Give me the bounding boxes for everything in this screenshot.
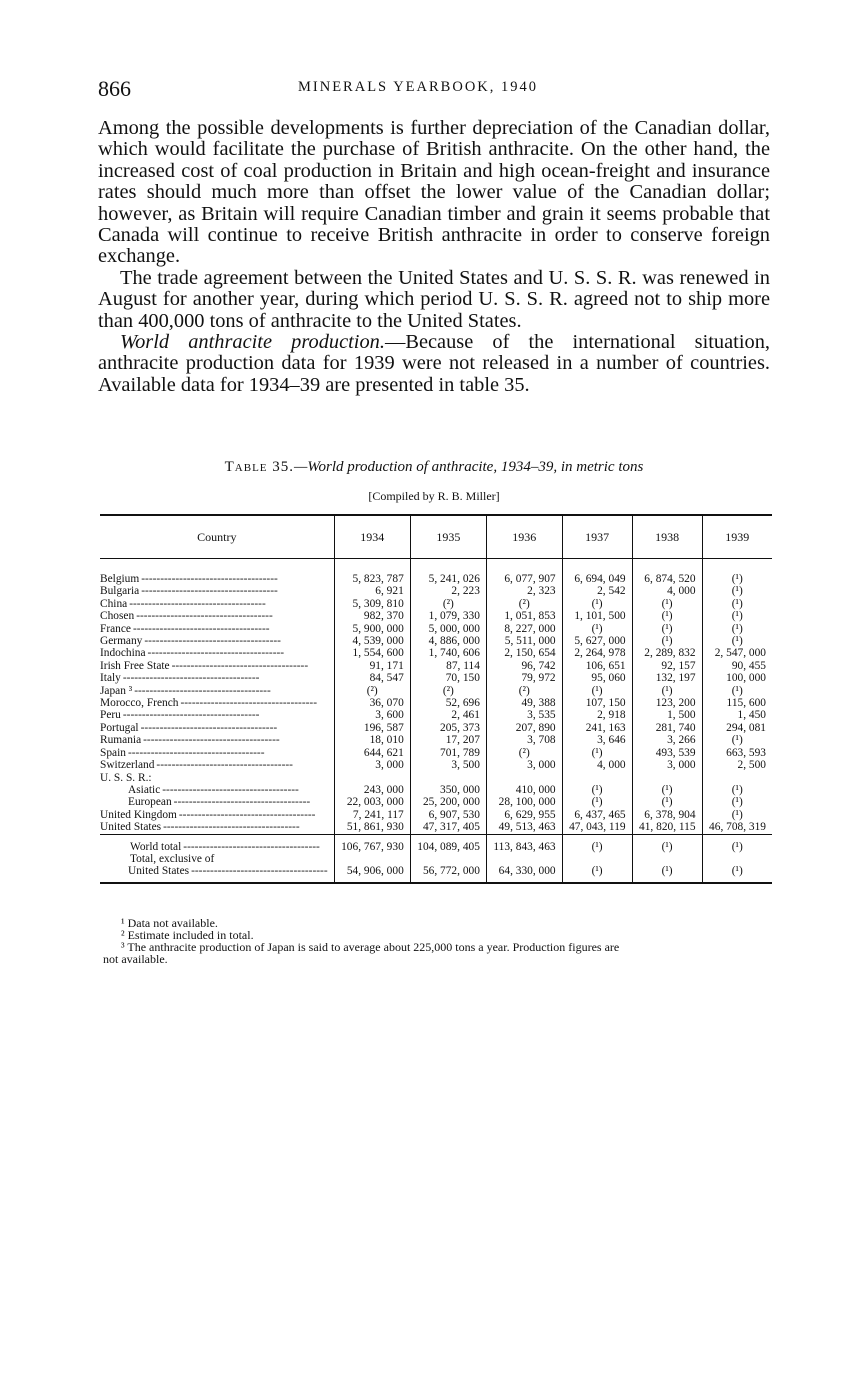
value-cell: 3, 646 [562,734,632,746]
footnotes [103,917,773,965]
value-cell: 95, 060 [562,672,632,684]
value-cell: 3, 000 [486,759,562,771]
value-cell: 4, 000 [562,759,632,771]
country-cell [100,672,334,684]
country-cell [100,709,334,721]
dot-leader: ------------------------------------ [191,865,328,878]
value-cell: 243, 000 [334,784,410,796]
value-cell: 18, 010 [334,734,410,746]
value-cell: 41, 820, 115 [632,821,702,834]
dot-leader: ------------------------------------ [122,672,260,685]
country-label: Asiatic [128,783,161,796]
value-cell [486,853,562,865]
dot-leader: ------------------------------------ [140,721,278,734]
value-cell: 663, 593 [702,747,772,759]
value-cell: 3, 535 [486,709,562,721]
value-cell: (¹) [562,784,632,796]
country-cell [100,623,334,635]
value-cell: 5, 823, 787 [334,573,410,585]
table-row [100,585,772,597]
value-cell: 123, 200 [632,697,702,709]
dot-leader: ------------------------------------ [143,734,280,747]
country-label: Total, exclusive of [130,852,215,865]
table-row [100,697,772,709]
value-cell: 6, 378, 904 [632,809,702,821]
country-cell [100,573,334,585]
table-row [100,660,772,672]
value-cell: 350, 000 [410,784,486,796]
value-cell: (¹) [632,610,702,622]
value-cell: 982, 370 [334,610,410,622]
table-row [100,747,772,759]
value-cell [562,772,632,784]
value-cell: 51, 861, 930 [334,821,410,834]
table-title: —World production of anthracite, 1934–39, in metric tons [294,459,644,475]
value-cell [334,772,410,784]
value-cell: 3, 266 [632,734,702,746]
footnote-1: ¹ Data not available. [121,916,218,930]
value-cell: 4, 886, 000 [410,635,486,647]
country-cell [100,772,334,784]
col-header-1934: 1934 [334,515,410,559]
value-cell: 196, 587 [334,722,410,734]
dot-leader: ------------------------------------ [122,709,260,722]
table-row [100,672,772,684]
value-cell: 70, 150 [410,672,486,684]
value-cell: 132, 197 [632,672,702,684]
value-cell: 28, 100, 000 [486,796,562,808]
value-cell [632,772,702,784]
footnote-3-cont: not available. [103,952,168,966]
value-cell: 47, 043, 119 [562,821,632,834]
dot-leader: ------------------------------------ [178,808,316,821]
value-cell: 644, 621 [334,747,410,759]
table-caption [98,459,770,476]
country-label: Germany [100,635,143,648]
value-cell: 5, 241, 026 [410,573,486,585]
country-cell [100,610,334,622]
country-cell [100,796,334,808]
table-row [100,734,772,746]
table-label: Table 35. [224,459,295,475]
value-cell: 25, 200, 000 [410,796,486,808]
country-cell [100,697,334,709]
dot-leader: ------------------------------------ [162,783,299,796]
dot-leader: ------------------------------------ [134,684,271,697]
value-cell: (¹) [562,796,632,808]
value-cell [702,772,772,784]
value-cell: 1, 500 [632,709,702,721]
value-cell: 49, 388 [486,697,562,709]
value-cell: 6, 077, 907 [486,573,562,585]
country-cell [100,821,334,834]
value-cell: 2, 461 [410,709,486,721]
country-cell [100,585,334,597]
value-cell: 1, 079, 330 [410,610,486,622]
country-label: Italy [100,672,121,685]
value-cell: 3, 500 [410,759,486,771]
country-cell [100,747,334,759]
value-cell: 79, 972 [486,672,562,684]
value-cell: 241, 163 [562,722,632,734]
country-label: Chosen [100,610,135,623]
value-cell: 4, 000 [632,585,702,597]
value-cell: 96, 742 [486,660,562,672]
table-compiled-by: [Compiled by R. B. Miller] [368,489,500,503]
value-cell: 100, 000 [702,672,772,684]
paragraph-1: Among the possible developments is further depreciation of the Canadian dollar, which would facilitate the purchase of British anthracite. On the other hand, the increased cost of coal production in Britain and high ocean-freight and insurance rates should much more than offset the lower value of the Canadian dollar; however, as Britain will require Canadian timber and grain it seems probable that Canada will continue to receive British anthracite in order to conserve foreign exchange. [98,117,770,268]
country-cell [100,809,334,821]
value-cell: 17, 207 [410,734,486,746]
country-label: United States [100,821,162,834]
value-cell: (¹) [702,610,772,622]
value-cell: 54, 906, 000 [334,865,410,882]
value-cell: (²) [486,598,562,610]
value-cell: (¹) [562,834,632,853]
excl-us-row [100,865,772,882]
dot-leader: ------------------------------------ [141,585,278,598]
value-cell: (¹) [702,865,772,882]
value-cell: 294, 081 [702,722,772,734]
value-cell: 5, 627, 000 [562,635,632,647]
production-table [100,514,772,884]
dot-leader: ------------------------------------ [133,622,270,635]
value-cell [562,853,632,865]
value-cell: (²) [410,598,486,610]
ussr-label-row [100,772,772,784]
dot-leader: ------------------------------------ [163,821,300,834]
value-cell: (¹) [702,573,772,585]
table-row [100,610,772,622]
value-cell: (¹) [702,598,772,610]
page-header [98,76,768,106]
value-cell: 5, 309, 810 [334,598,410,610]
table-row [100,573,772,585]
table-row [100,685,772,697]
table-row [100,784,772,796]
table-row [100,722,772,734]
value-cell: 22, 003, 000 [334,796,410,808]
value-cell: 1, 450 [702,709,772,721]
world-total-row [100,834,772,853]
dot-leader: ------------------------------------ [127,746,265,759]
value-cell [410,853,486,865]
value-cell: 2, 223 [410,585,486,597]
value-cell: (¹) [632,784,702,796]
footnote-2: ² Estimate included in total. [121,928,254,942]
country-label: Spain [100,746,126,759]
paragraph-2: The trade agreement between the United States and U. S. S. R. was renewed in August for another year, during which period U. S. S. R. agreed not to ship more than 400,000 tons of anthracite to the United States. [98,266,770,332]
running-title: MINERALS YEARBOOK, 1940 [298,79,539,95]
value-cell: 6, 629, 955 [486,809,562,821]
value-cell: 6, 437, 465 [562,809,632,821]
table-row [100,709,772,721]
value-cell: 115, 600 [702,697,772,709]
value-cell: (²) [410,685,486,697]
value-cell: (¹) [632,623,702,635]
value-cell: 106, 767, 930 [334,834,410,853]
value-cell: 2, 500 [702,759,772,771]
value-cell: 5, 900, 000 [334,623,410,635]
value-cell: 4, 539, 000 [334,635,410,647]
value-cell: 2, 547, 000 [702,647,772,659]
country-label: China [100,597,128,610]
value-cell: 493, 539 [632,747,702,759]
value-cell [410,772,486,784]
country-cell [100,647,334,659]
value-cell: (¹) [702,635,772,647]
table-row [100,623,772,635]
col-header-1937: 1937 [562,515,632,559]
dot-leader: ------------------------------------ [136,610,273,623]
value-cell [702,853,772,865]
value-cell: 106, 651 [562,660,632,672]
value-cell: 701, 789 [410,747,486,759]
value-cell: 7, 241, 117 [334,809,410,821]
country-cell [100,834,334,853]
country-cell [100,734,334,746]
country-cell [100,635,334,647]
value-cell: (¹) [632,635,702,647]
value-cell: 52, 696 [410,697,486,709]
value-cell: 3, 000 [632,759,702,771]
value-cell: 56, 772, 000 [410,865,486,882]
value-cell: 1, 554, 600 [334,647,410,659]
table-row [100,598,772,610]
country-label: Bulgaria [100,585,140,598]
value-cell: (¹) [562,747,632,759]
value-cell: 64, 330, 000 [486,865,562,882]
value-cell: 46, 708, 319 [702,821,772,834]
value-cell: 91, 171 [334,660,410,672]
value-cell: 2, 150, 654 [486,647,562,659]
country-cell [100,722,334,734]
dot-leader: ------------------------------------ [144,635,281,648]
country-label: Morocco, French [100,697,179,710]
country-label: European [128,796,172,809]
value-cell: 104, 089, 405 [410,834,486,853]
value-cell: 3, 600 [334,709,410,721]
value-cell: (¹) [562,598,632,610]
value-cell: (¹) [562,865,632,882]
value-cell: 36, 070 [334,697,410,709]
dot-leader: ------------------------------------ [156,759,293,772]
table-row [100,796,772,808]
value-cell: (²) [486,685,562,697]
value-cell: 47, 317, 405 [410,821,486,834]
table-row [100,635,772,647]
value-cell: (¹) [632,598,702,610]
value-cell: 3, 708 [486,734,562,746]
col-header-country: Country [100,515,334,559]
country-label: Portugal [100,721,139,734]
value-cell: 207, 890 [486,722,562,734]
value-cell: (¹) [562,685,632,697]
value-cell: (¹) [702,834,772,853]
country-label: Rumania [100,734,142,747]
value-cell [632,853,702,865]
country-cell [100,784,334,796]
country-label: France [100,622,131,635]
dot-leader: ------------------------------------ [129,597,266,610]
value-cell [486,772,562,784]
value-cell: (²) [486,747,562,759]
table-row [100,647,772,659]
value-cell: (¹) [702,685,772,697]
value-cell: 113, 843, 463 [486,834,562,853]
value-cell: (¹) [702,734,772,746]
paragraph-3-heading: World anthracite production. [120,331,385,354]
paragraph-3 [98,332,770,396]
country-cell [100,853,334,865]
value-cell: 6, 907, 530 [410,809,486,821]
body-text [98,118,770,396]
value-cell: 6, 921 [334,585,410,597]
col-header-1935: 1935 [410,515,486,559]
country-label: Irish Free State [100,659,170,672]
value-cell: 1, 051, 853 [486,610,562,622]
country-label: Belgium [100,573,140,585]
value-cell: 2, 289, 832 [632,647,702,659]
value-cell: 107, 150 [562,697,632,709]
country-label: Switzerland [100,759,155,772]
table-row [100,809,772,821]
table-row [100,821,772,834]
dot-leader: ------------------------------------ [173,796,311,809]
paragraph-3-text: —Because of the international situation, anthracite production data for 1939 were not released in a number of countries. Available data for 1934–39 are presented in table 35. [98,331,770,396]
value-cell: 6, 694, 049 [562,573,632,585]
value-cell: 2, 918 [562,709,632,721]
value-cell: 2, 542 [562,585,632,597]
country-label: United Kingdom [100,808,177,821]
footnote-3: ³ The anthracite production of Japan is said to average about 225,000 tons a year. Production figures are [121,940,620,954]
value-cell: 90, 455 [702,660,772,672]
value-cell: 3, 000 [334,759,410,771]
value-cell: (¹) [632,685,702,697]
value-cell: 2, 323 [486,585,562,597]
value-cell: (¹) [632,834,702,853]
col-header-1939: 1939 [702,515,772,559]
value-cell: 84, 547 [334,672,410,684]
country-label: Peru [100,709,121,722]
value-cell: 1, 101, 500 [562,610,632,622]
value-cell: (²) [334,685,410,697]
col-header-1936: 1936 [486,515,562,559]
dot-leader: ------------------------------------ [171,659,309,672]
value-cell: (¹) [702,585,772,597]
value-cell: 205, 373 [410,722,486,734]
value-cell: 5, 000, 000 [410,623,486,635]
value-cell: 8, 227, 000 [486,623,562,635]
value-cell [334,853,410,865]
dot-leader: ------------------------------------ [147,647,285,660]
excl-label-row [100,853,772,865]
value-cell: 281, 740 [632,722,702,734]
country-label: U. S. S. R.: [100,771,152,784]
value-cell: 5, 511, 000 [486,635,562,647]
country-cell [100,685,334,697]
value-cell: (¹) [702,623,772,635]
country-cell [100,598,334,610]
value-cell: (¹) [702,809,772,821]
country-cell [100,759,334,771]
value-cell: 49, 513, 463 [486,821,562,834]
country-cell [100,660,334,672]
table-header-row [100,515,772,559]
value-cell: (¹) [702,784,772,796]
country-label: Japan ³ [100,684,133,697]
country-label: Indochina [100,647,146,660]
value-cell: 87, 114 [410,660,486,672]
value-cell: 410, 000 [486,784,562,796]
value-cell: 1, 740, 606 [410,647,486,659]
value-cell: 2, 264, 978 [562,647,632,659]
value-cell: (¹) [562,623,632,635]
country-label: United States [128,865,190,878]
country-label: World total [130,840,182,853]
value-cell: (¹) [702,796,772,808]
col-header-1938: 1938 [632,515,702,559]
value-cell: (¹) [632,865,702,882]
country-cell [100,865,334,882]
spacer-row [100,559,772,574]
value-cell: 92, 157 [632,660,702,672]
dot-leader: ------------------------------------ [183,840,320,853]
dot-leader: ------------------------------------ [141,573,278,585]
table-row [100,759,772,771]
value-cell: (¹) [632,796,702,808]
dot-leader: ------------------------------------ [180,697,318,710]
value-cell: 6, 874, 520 [632,573,702,585]
page-number: 866 [98,76,131,101]
